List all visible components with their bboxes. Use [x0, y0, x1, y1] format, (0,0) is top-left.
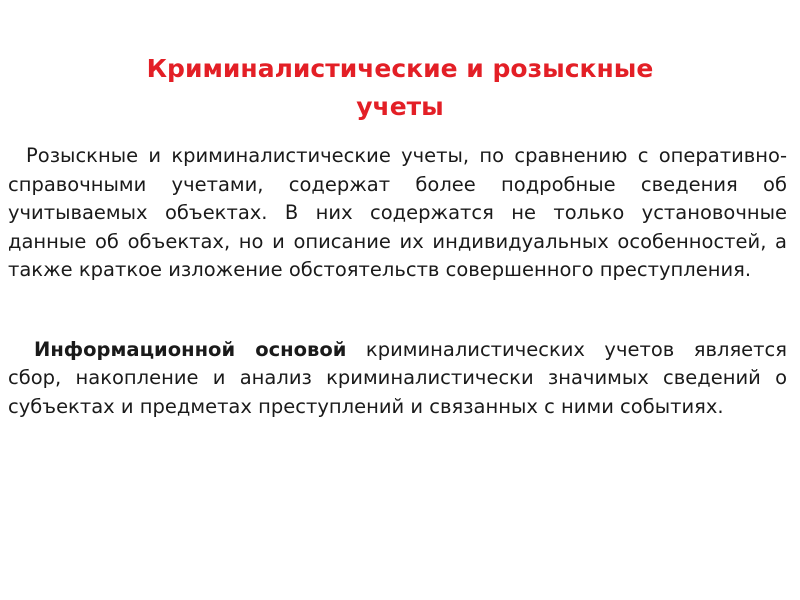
paragraph-1: Розыскные и криминалистические учеты, по сравнению с оперативно-справочными учетами, содержат более подробные сведения об учитываемых объектах. В них содержатся не только установочные данные об объектах, но и описание их индивидуальных особенностей, а также краткое изложение обстоятельств совершенного преступления. [8, 144, 787, 281]
title-line-2: учеты [356, 92, 444, 121]
paragraph-2 [8, 336, 787, 422]
paragraph-spacer [8, 285, 787, 336]
slide-body [8, 142, 787, 421]
paragraph-2-bold: Информационной основой [34, 337, 347, 361]
title-line-1: Криминалистические и розыскные [146, 54, 654, 83]
slide-title [60, 50, 740, 126]
paragraph-2-rest: криминалистических учетов является сбор, накопление и анализ криминалистически значимых сведений о субъектах и предметах преступлений и связанных с ними событиях. [8, 337, 787, 418]
